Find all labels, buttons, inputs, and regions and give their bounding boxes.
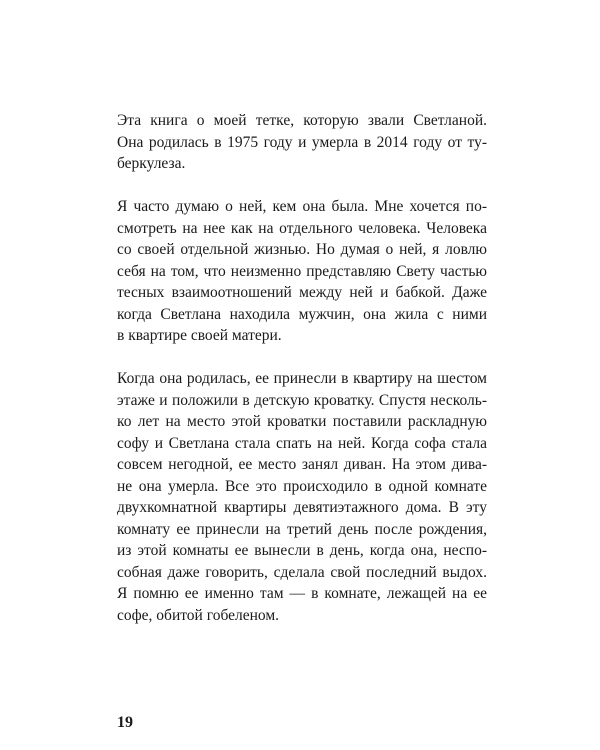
text-line: себя на том, что неизменно представляю Свету частью: [117, 262, 487, 280]
text-line: со своей отдельной жизнью. Но думая о ней, я ловлю: [117, 241, 487, 258]
text-line: софе, обитой гобеленом.: [117, 606, 280, 624]
text-line: собная даже говорить, сделала свой последний выдох.: [117, 563, 487, 581]
page-number: 19: [117, 714, 133, 731]
text-line: смотреть на нее как на отдельного человека. Человека: [117, 219, 487, 237]
text-line: комнату ее принесли на третий день после рождения,: [117, 520, 487, 538]
text-line: тесных взаимоотношений между ней и бабкой. Даже: [117, 284, 487, 301]
text-line: Она родилась в 1975 году и умерла в 2014 году от ту-: [117, 133, 487, 151]
text-line: из этой комнаты ее вынесли в день, когда она, неспо-: [117, 542, 487, 559]
paragraph-3: [117, 368, 487, 626]
text-line: ко лет на место этой кроватки поставили раскладную: [117, 413, 487, 430]
text-line: в квартире своей матери.: [117, 327, 282, 344]
text-line: беркулеза.: [117, 155, 186, 172]
text-line: Я помню ее именно там — в комнате, лежащей на ее: [117, 585, 487, 602]
text-line: когда Светлана находила мужчин, она жила с ними: [117, 305, 487, 323]
text-line: двухкомнатной квартиры девятиэтажного дома. В эту: [117, 499, 487, 516]
text-line: Эта книга о моей тетке, которую звали Светланой.: [117, 112, 487, 129]
text-line: софу и Светлана стала спать на ней. Когда софа стала: [117, 434, 487, 452]
text-line: Когда она родилась, ее принесли в квартиру на шестом: [117, 370, 487, 387]
paragraph-2: [117, 196, 487, 347]
paragraph-1: [117, 110, 487, 175]
text-line: не она умерла. Все это происходило в одной комнате: [117, 477, 487, 495]
text-line: этаже и положили в детскую кроватку. Спустя несколь-: [117, 391, 487, 409]
text-line: Я часто думаю о ней, кем она была. Мне хочется по-: [117, 198, 487, 215]
body-text: [117, 110, 487, 648]
text-line: совсем негодной, ее место занял диван. На этом дива-: [117, 456, 487, 473]
